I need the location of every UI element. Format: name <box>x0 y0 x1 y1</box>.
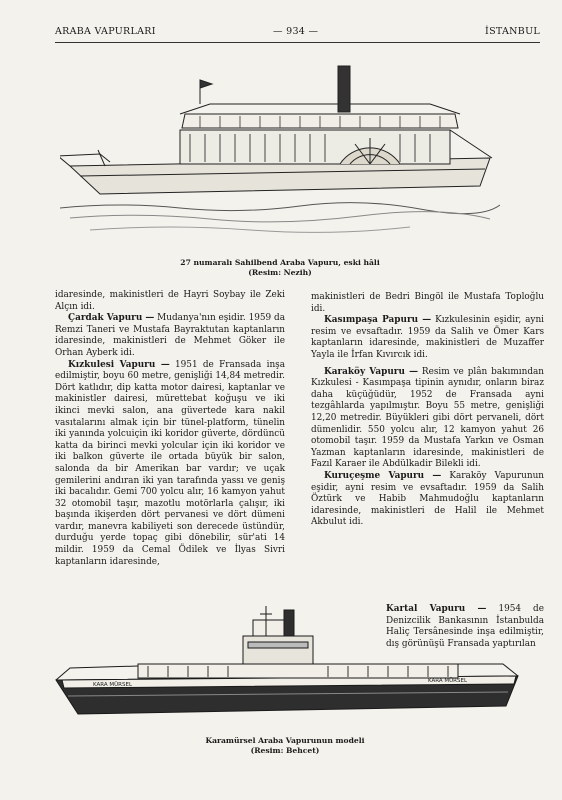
figure-caption-1 <box>150 258 410 278</box>
text-column-left <box>55 290 285 568</box>
paragraph-kartal: Kartal Vapuru — 1954 de Denizcilik Bankasının İstanbulda Haliç Tersânesinde inşa edilmiştir, dış görünüşü Fransada yaptırılan <box>386 604 544 649</box>
ship-name: Kartal Vapuru — <box>386 604 487 614</box>
paragraph: Karaköy Vapuru — Resim ve plân bakımından Kızkulesi - Kasımpaşa tipinin aynıdır, onların biraz daha küçüğüdür, 1952 de Fransada ayni tezgâhlarda yapılmıştır. Boyu 55 metre, genişliği 12,20 metredir. Büyükleri gibi dört pervaneli, dört dümenlidir. 550 yolcu alır, 12 kamyon yahut 26 otomobil taşır. 1959 da Mustafa Yarkın ve Osman Yazman kaptanların idaresinde, makinistleri de Fazıl Karaer ile Abdülkadir Bilekli idi. <box>311 366 545 470</box>
hull-name-stern: KARA MÜRSEL <box>428 678 468 684</box>
paragraph: Kızkulesi Vapuru — 1951 de Fransada inşa edilmiştir, boyu 60 metre, genişliği 14,84 metredir. Dört katlıdır, dip katta motor dairesi, kaptanlar ve makinistler dairesi, mürettebat koğuşu ve iki ikinci mevki salon, ana güvertede kara nakil vasıtalarını almak için bir tünel-platform, tünelin iki yanında yolcuiçin iki koridor güverte, dördüncü katta da birinci mevki yolcular için iki koridor ve iki balkon güverte ile ortada büyük bir salon, salonda da bir Amerikan bar vardır; ve uçak gemilerini andıran iki yan tarafında yassı ve geniş iki bacalıdır. Gemi 700 yolcu alır, 16 kamyon yahut 32 otomobil taşır, mazotlu motörlarla çalışır, iki başında ikişerden dört pervanesi ve dört dümeni vardır, manevra kabiliyeti son derecede üstündür, durduğu yerde topaç gibi dönebilir, sür'ati 14 mildir. 1959 da Cemal Ödilek ve İlyas Sivri kaptanların idaresinde, <box>55 359 285 567</box>
page-number: — 934 — <box>273 26 319 37</box>
ship-name: Karaköy Vapuru — <box>324 366 418 377</box>
running-title: ARABA VAPURLARI <box>55 26 156 37</box>
paragraph: Kuruçeşme Vapuru — Karaköy Vapurunun eşidir, ayni resim ve evsaftadır. 1959 da Salih Öztürk ve Habib Mahmudoğlu kaptanların idaresinde, makinistleri de Halil ile Mehmet Akbulut idi. <box>311 470 545 528</box>
karamursel-ferry-illustration <box>48 606 523 731</box>
page-header <box>55 26 540 40</box>
ship-name: Kuruçeşme Vapuru — <box>324 470 442 481</box>
paragraph: makinistleri de Bedri Bingöl ile Mustafa Toploğlu idi. <box>311 292 544 314</box>
paragraph: Çardak Vapuru — Mudanya'nın eşidir. 1959 da Remzi Taneri ve Mustafa Bayraktutan kaptanların idaresinde, makinistleri de Mehmet Göker ile Orhan Ayberk idi. <box>55 313 285 358</box>
caption-credit: (Resim: Behcet) <box>250 746 320 755</box>
figure-caption-2 <box>170 736 400 756</box>
caption-title: Karamürsel Araba Vapurunun modeli <box>205 736 365 745</box>
paddle-steamer-illustration <box>60 58 500 248</box>
hull-name-bow: KARA MÜRSEL <box>93 682 133 688</box>
paragraph: Kasımpaşa Papuru — Kızkulesinin eşidir, ayni resim ve evsaftadır. 1959 da Salih ve Ömer Kars kaptanların idaresinde, makinistleri de Muzaffer Yayla ile İrfan Kıvırcık idi. <box>311 315 544 360</box>
paragraph: idaresinde, makinistleri de Hayri Soybay ile Zeki Alçın idi. <box>55 290 285 312</box>
running-section: İSTANBUL <box>485 26 540 37</box>
header-rule <box>55 42 540 43</box>
caption-title: 27 numaralı Sahilbend Araba Vapuru, eski hâli <box>180 258 380 267</box>
ship-name: Çardak Vapuru — <box>68 313 155 324</box>
text-column-right <box>311 292 544 529</box>
ship-name: Kasımpaşa Papuru — <box>324 315 432 326</box>
ship-name: Kızkulesi Vapuru — <box>68 359 170 370</box>
caption-credit: (Resim: Nezih) <box>248 268 312 277</box>
